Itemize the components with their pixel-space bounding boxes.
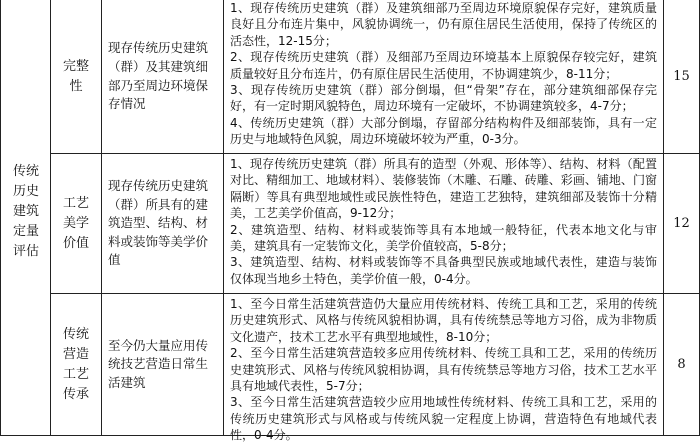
criteria-item: 2、至今日常生活建筑营造较多应用传统材料、传统工具和工艺，采用的传统历史建筑形式、风格与传统风貌相协调，具有传统禁忌等地方习俗，技术工艺水平具有地域代表性，5-7分； xyxy=(230,346,657,394)
criteria-item: 1、现存传统历史建筑（群）所具有的造型（外观、形体等）、结构、材料（配置对比、精细加工、地域材料）、装修装饰（木雕、石雕、砖雕、彩画、铺地、门窗隔断）等具有典型地域性或民族性特色，建造工艺独特，建筑细部及装饰十分精美，工艺美学价值高，9-12分； xyxy=(230,157,657,221)
score-cell: 12 xyxy=(673,216,690,231)
score-cell: 15 xyxy=(673,69,690,84)
criteria-item: 1、至今日常生活建筑营造仍大量应用传统材料、传统工具和工艺，采用的传统历史建筑形式、风格与传统风貌相协调，具有传统禁忌等地方习俗，成为非物质文化遗产，技术工艺水平有典型地域性，8-10分； xyxy=(230,297,657,344)
criteria-item: 3、现存传统历史建筑（群）部分倒塌，但“骨架”存在，部分建筑细部保存完好，有一定时期风貌特色，周边环境有一定破坏，不协调建筑较多，4-7分； xyxy=(230,83,657,114)
criteria-item: 3、至今日常生活建筑营造较少应用地域性传统材料、传统工具和工艺，采用的传统历史建筑形式与风格或与传统风貌一定程度上协调，营造特色有地域代表性，0-4分。 xyxy=(230,395,657,443)
indicator-cell: 传统营造工艺传承 xyxy=(62,326,89,402)
criteria-item: 1、现存传统历史建筑（群）及建筑细部乃至周边环境原貌保存完好，建筑质量良好且分布连片集中，风貌协调统一，仍有原住居民生活使用，保持了传统区的活态性，12-15分； xyxy=(230,1,657,48)
criteria-item: 2、现存传统历史建筑（群）及细部乃至周边环境基本上原貌保存较完好，建筑质量较好且分布连片，仍有原住居民生活使用，不协调建筑少，8-11分； xyxy=(230,50,657,81)
description-cell: 现存传统历史建筑（群）及其建筑细部乃至周边环境保存情况 xyxy=(108,40,209,112)
criteria-cell xyxy=(224,0,663,153)
description-cell: 现存传统历史建筑（群）所具有的建筑造型、结构、材料或装饰等美学价值 xyxy=(108,178,209,268)
criteria-item: 2、建筑造型、结构、材料或装饰等具有本地域一般特征，代表本地文化与审美，建筑具有一定装饰文化，美学价值较高，5-8分； xyxy=(230,222,657,254)
criteria-item: 4、传统历史建筑（群）大部分倒塌，存留部分结构构件及细部装饰，具有一定历史与地域特色风貌，周边环境破坏较为严重，0-3分。 xyxy=(230,115,657,147)
criteria-item: 3、建筑造型、结构、材料或装饰等不具备典型民族或地域代表性，建造与装饰仅体现当地乡土特色，美学价值一般，0-4分。 xyxy=(230,255,657,286)
criteria-cell xyxy=(224,296,663,443)
description-cell: 至今仍大量应用传统技艺营造日常生活建筑 xyxy=(108,337,209,390)
indicator-cell: 完整性 xyxy=(62,58,89,94)
score-cell: 8 xyxy=(677,357,686,372)
category-label: 传统历史建筑定量评估 xyxy=(12,164,39,259)
grid-line xyxy=(0,0,1,436)
indicator-cell: 工艺美学价值 xyxy=(62,195,89,251)
criteria-cell xyxy=(224,156,663,293)
